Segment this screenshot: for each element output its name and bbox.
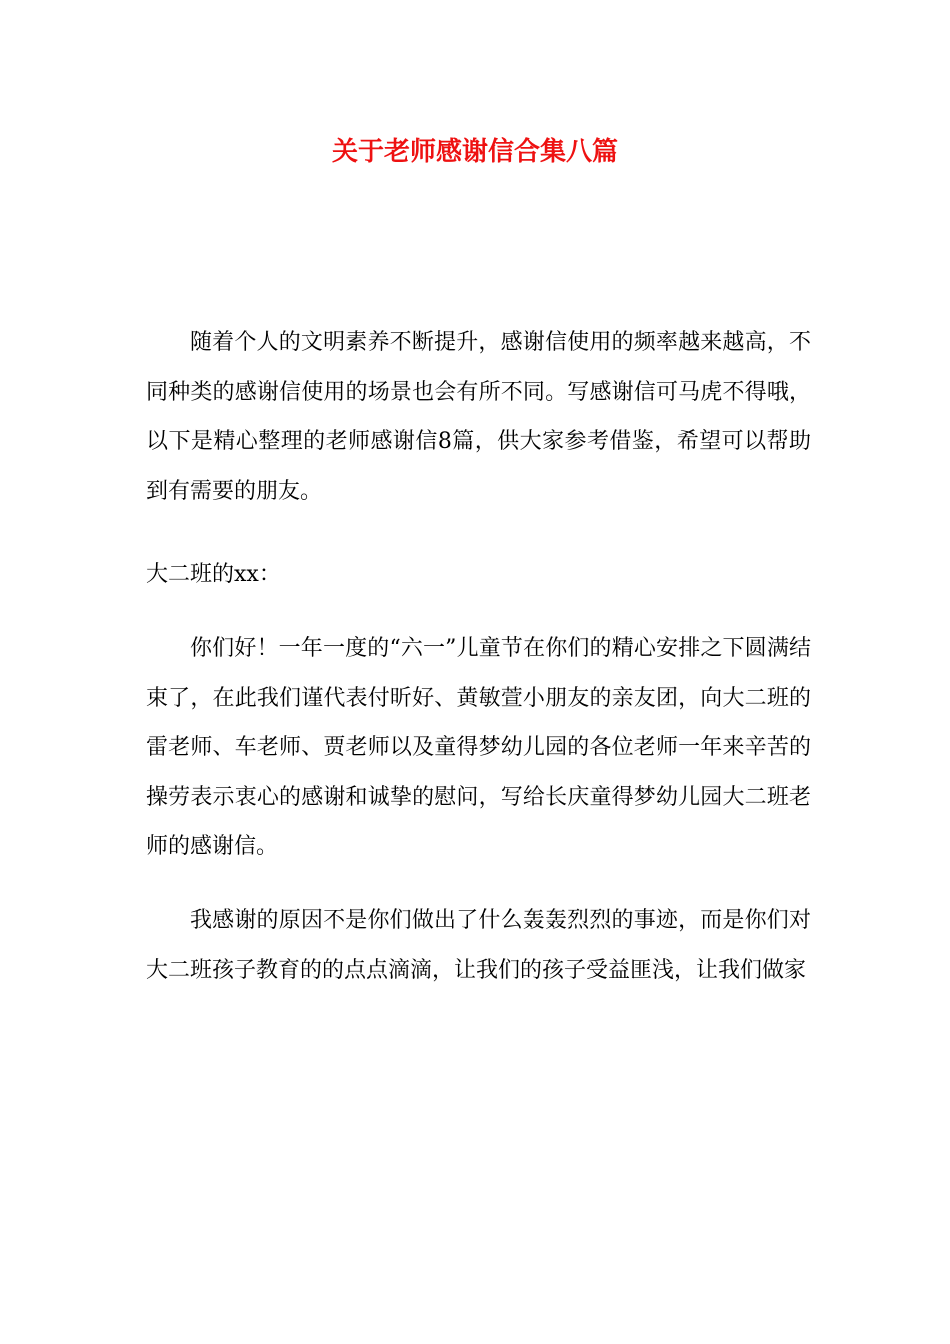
document-body [146,318,811,995]
document-title: 关于老师感谢信合集八篇 [331,137,618,167]
paragraph-greeting: 你们好！一年一度的“六一”儿童节在你们的精心安排之下圆满结束了，在此我们谨代表付昕好、黄敏萱小朋友的亲友团，向大二班的雷老师、车老师、贾老师以及童得梦幼儿园的各位老师一年来辛苦的操劳表示衷心的感谢和诚挚的慰问，写给长庆童得梦幼儿园大二班老师的感谢信。 [146,635,811,860]
paragraph-reason: 我感谢的原因不是你们做出了什么轰轰烈烈的事迹，而是你们对大二班孩子教育的的点点滴滴，让我们的孩子受益匪浅，让我们做家 [146,907,811,983]
paragraph-salutation: 大二班的xx： [146,562,281,588]
paragraph-intro: 随着个人的文明素养不断提升，感谢信使用的频率越来越高，不同种类的感谢信使用的场景也会有所不同。写感谢信可马虎不得哦，以下是精心整理的老师感谢信8篇，供大家参考借鉴，希望可以帮助到有需要的朋友。 [146,330,811,504]
